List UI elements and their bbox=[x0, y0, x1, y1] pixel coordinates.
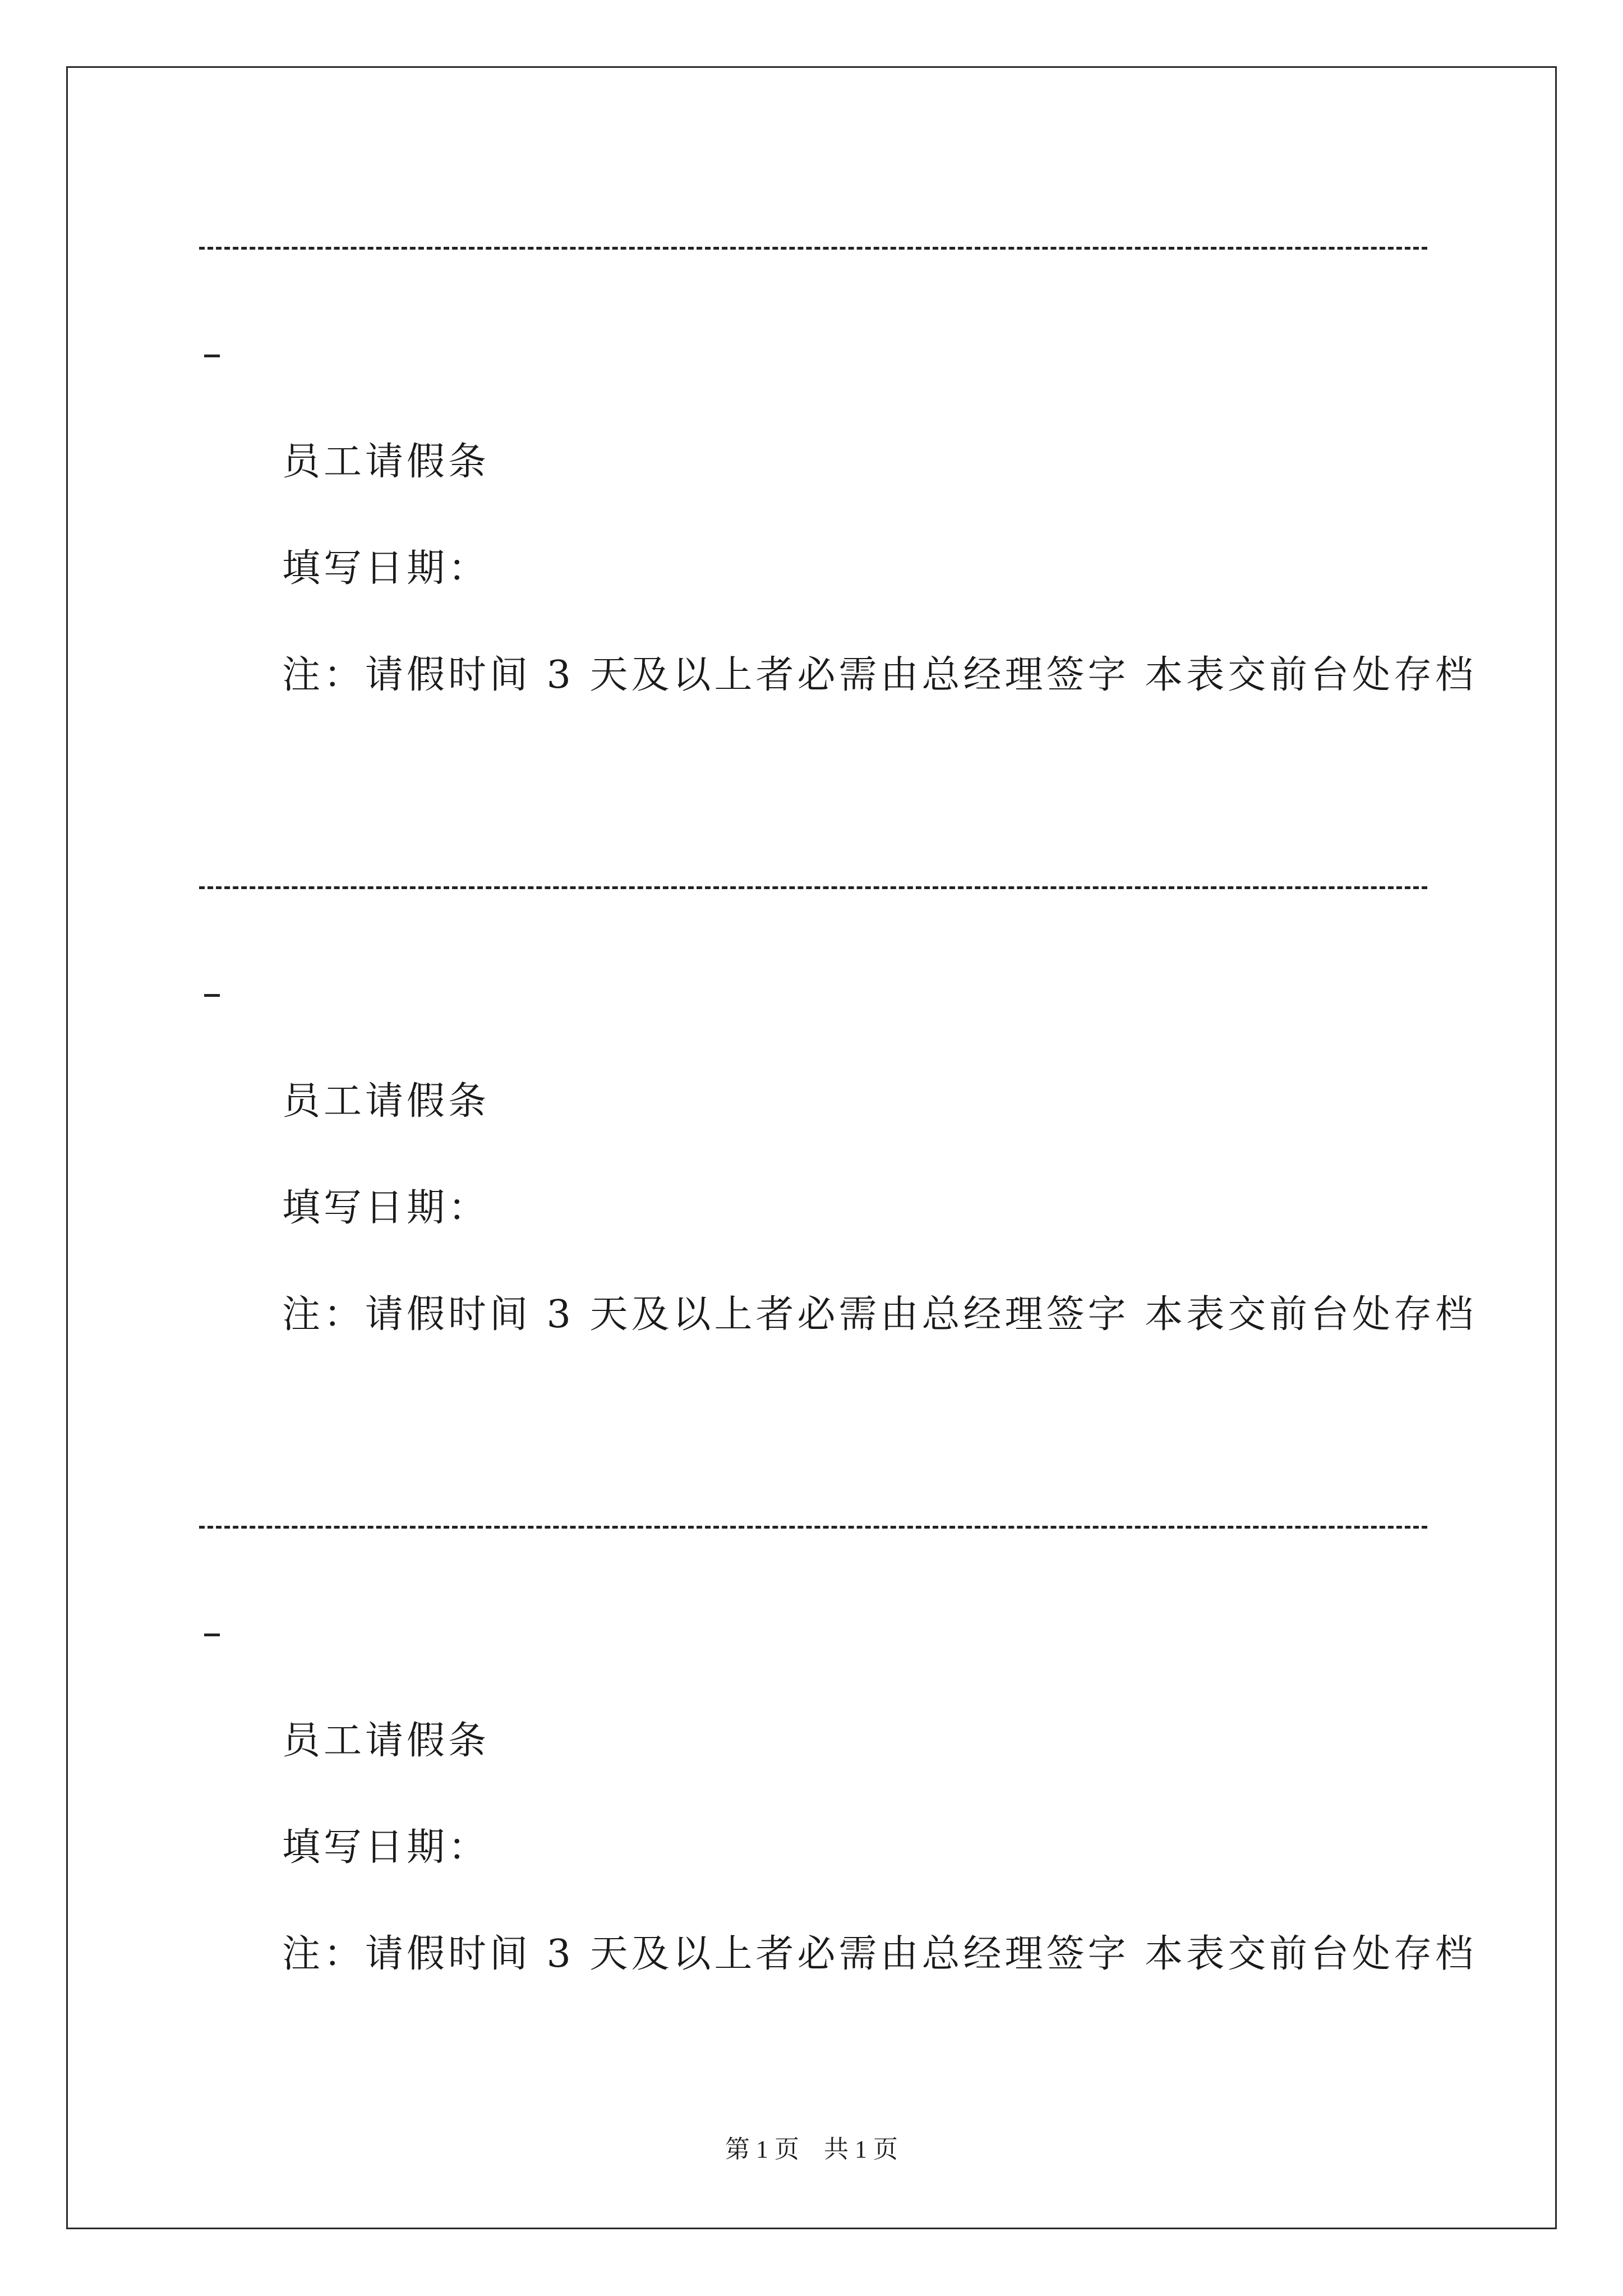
form-title: 员工请假条 bbox=[282, 440, 490, 484]
note-text: 注：请假时间 3 天及以上者必需由总经理签字 本表交前台处存档 bbox=[282, 1292, 1477, 1337]
date-label: 填写日期： bbox=[282, 1825, 490, 1870]
form-title: 员工请假条 bbox=[282, 1719, 490, 1763]
separator-line bbox=[199, 1526, 1427, 1529]
note-text: 注：请假时间 3 天及以上者必需由总经理签字 本表交前台处存档 bbox=[282, 1932, 1477, 1976]
note-text: 注：请假时间 3 天及以上者必需由总经理签字 本表交前台处存档 bbox=[282, 653, 1477, 697]
date-label: 填写日期： bbox=[282, 1186, 490, 1230]
separator-line bbox=[199, 247, 1427, 250]
separator-tail bbox=[204, 1634, 220, 1636]
page-footer: 第 1 页 共 1 页 bbox=[725, 2136, 898, 2163]
separator-line bbox=[199, 886, 1427, 889]
form-title: 员工请假条 bbox=[282, 1079, 490, 1124]
page-border bbox=[66, 66, 1557, 2229]
date-label: 填写日期： bbox=[282, 546, 490, 591]
separator-tail bbox=[204, 994, 220, 997]
separator-tail bbox=[204, 355, 220, 357]
